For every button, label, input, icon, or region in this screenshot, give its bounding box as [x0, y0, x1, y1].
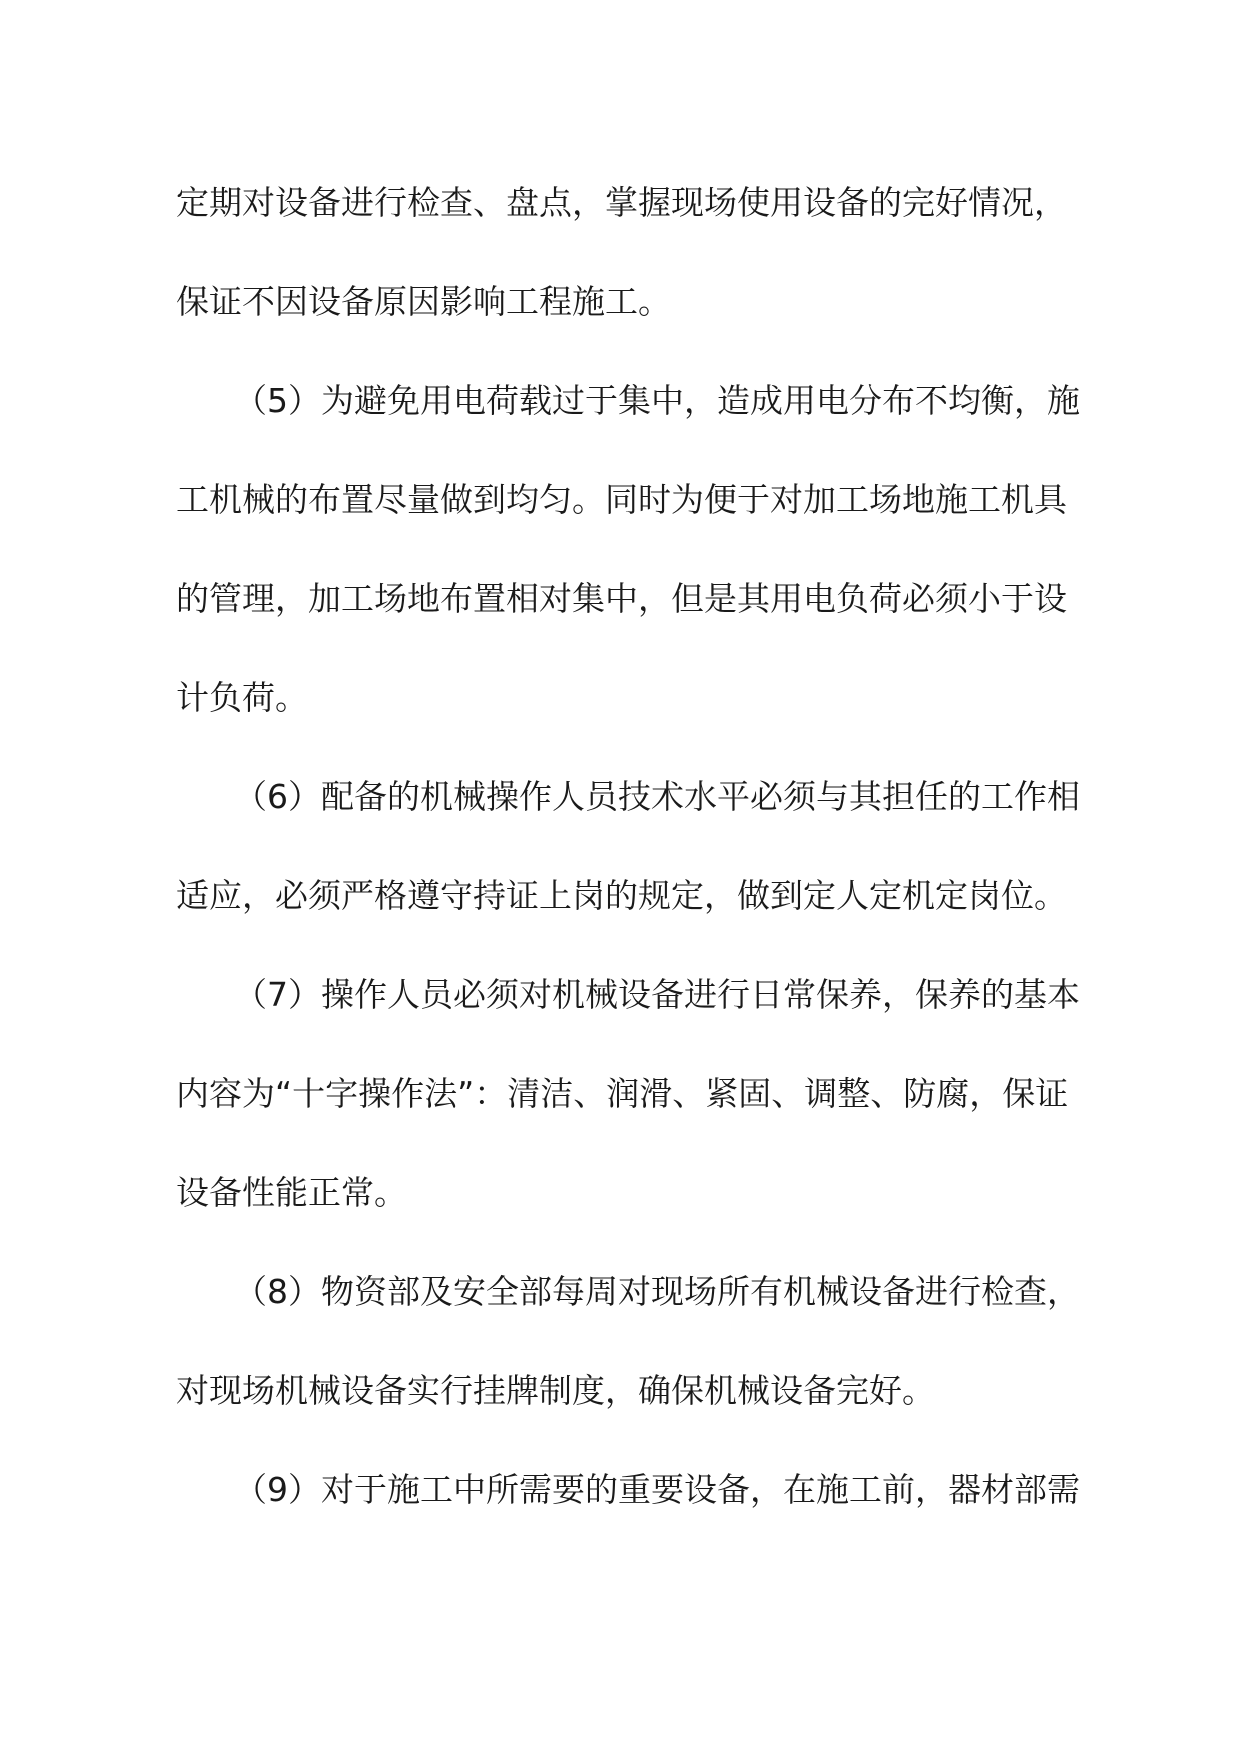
text-line: 设备性能正常。: [176, 1173, 407, 1212]
text-line: 适应，必须严格遵守持证上岗的规定，做到定人定机定岗位。: [176, 876, 1067, 915]
paragraph-9-start: （9）对于施工中所需要的重要设备，在施工前，器材部需: [234, 1470, 1080, 1509]
text-line: 对现场机械设备实行挂牌制度，确保机械设备完好。: [176, 1371, 935, 1410]
text-line: 工机械的布置尽量做到均匀。同时为便于对加工场地施工机具: [176, 480, 1067, 519]
text-line: 的管理，加工场地布置相对集中，但是其用电负荷必须小于设: [176, 579, 1067, 618]
text-line: 定期对设备进行检查、盘点，掌握现场使用设备的完好情况，: [176, 183, 1067, 222]
text-line: 保证不因设备原因影响工程施工。: [176, 282, 671, 321]
paragraph-8-start: （8）物资部及安全部每周对现场所有机械设备进行检查，: [234, 1272, 1080, 1311]
paragraph-6-start: （6）配备的机械操作人员技术水平必须与其担任的工作相: [234, 777, 1080, 816]
text-line: 计负荷。: [176, 678, 308, 717]
paragraph-5-start: （5）为避免用电荷载过于集中，造成用电分布不均衡，施: [234, 381, 1080, 420]
text-line: 内容为“十字操作法”：清洁、润滑、紧固、调整、防腐，保证: [176, 1074, 1069, 1113]
paragraph-7-start: （7）操作人员必须对机械设备进行日常保养，保养的基本: [234, 975, 1080, 1014]
